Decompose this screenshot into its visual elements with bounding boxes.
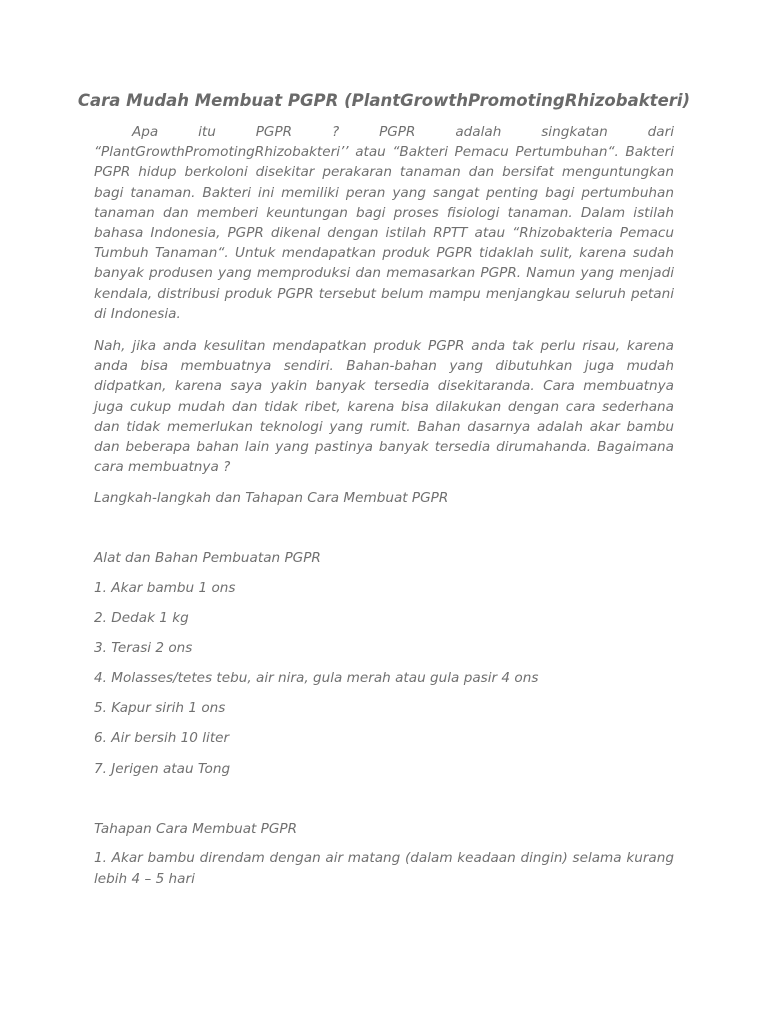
procedure-step: 1. Akar bambu direndam dengan air matang (dalam keadaan dingin) selama kurang lebih 4 – 5 hari (94, 850, 674, 887)
document-title: Cara Mudah Membuat PGPR (PlantGrowthPromotingRhizobakteri) (77, 91, 691, 110)
material-item: 5. Kapur sirih 1 ons (94, 700, 226, 716)
material-item: 4. Molasses/tetes tebu, air nira, gula merah atau gula pasir 4 ons (94, 670, 539, 686)
second-paragraph: Nah, jika anda kesulitan mendapatkan produk PGPR anda tak perlu risau, karena anda bisa membuatnya sendiri. Bahan-bahan yang dibutuhkan juga mudah didpatkan, karena saya yakin banyak tersedia disekitaranda. Cara membuatnya juga cukup mudah dan tidak ribet, karena bisa dilakukan dengan cara sederhana dan tidak memerlukan teknologi yang rumit. Bahan dasarnya adalah akar bambu dan beberapa bahan lain yang pastinya banyak tersedia dirumahanda. Bagaimana cara membuatnya ? (94, 338, 674, 476)
material-item: 6. Air bersih 10 liter (94, 730, 230, 746)
material-item: 1. Akar bambu 1 ons (94, 580, 236, 596)
intro-paragraph: Apa itu PGPR ? PGPR adalah singkatan dari “PlantGrowthPromotingRhizobakteri’’ atau “Bakteri Pemacu Pertumbuhan“. Bakteri PGPR hidup berkoloni disekitar perakaran tanaman dan bersifat menguntungkan bagi tanaman. Bakteri ini memiliki peran yang sangat penting bagi pertumbuhan tanaman dan memberi keuntungan bagi proses fisiologi tanaman. Dalam istilah bahasa Indonesia, PGPR dikenal dengan istilah RPTT atau “Rhizobakteria Pemacu Tumbuh Tanaman“. Untuk mendapatkan produk PGPR tidaklah sulit, karena sudah banyak produsen yang memproduksi dan memasarkan PGPR. Namun yang menjadi kendala, distribusi produk PGPR tersebut belum mampu menjangkau seluruh petani di Indonesia. (94, 124, 674, 322)
steps-heading: Langkah-langkah dan Tahapan Cara Membuat PGPR (94, 490, 449, 506)
material-item: 2. Dedak 1 kg (94, 610, 189, 626)
materials-heading: Alat dan Bahan Pembuatan PGPR (94, 550, 321, 566)
procedure-heading: Tahapan Cara Membuat PGPR (94, 821, 298, 837)
material-item: 3. Terasi 2 ons (94, 640, 193, 656)
material-item: 7. Jerigen atau Tong (94, 761, 231, 777)
